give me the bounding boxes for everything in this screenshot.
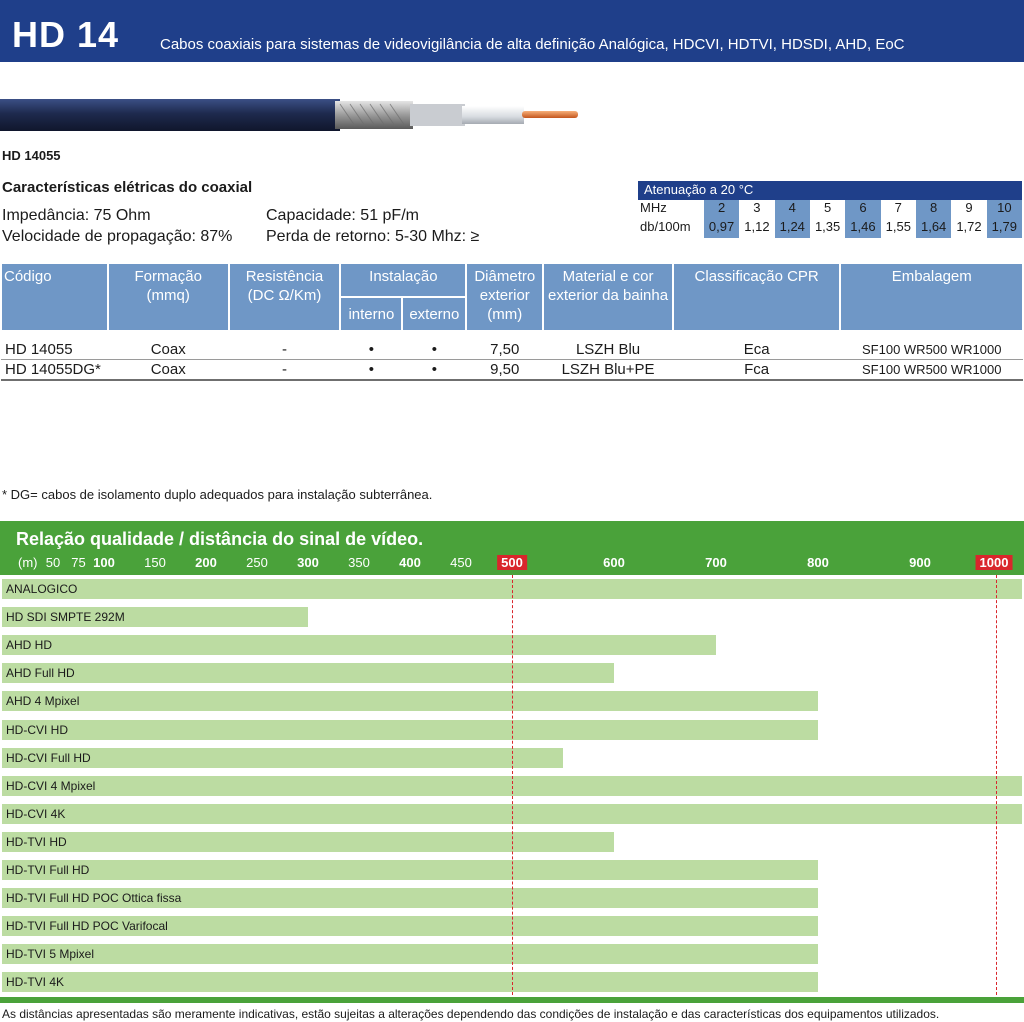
mhz-cell: 7 (894, 200, 902, 215)
axis-tick-label: 600 (603, 555, 625, 570)
attenuation-mhz-row (638, 200, 1022, 219)
attenuation-db-row (638, 219, 1022, 238)
db-cell: 0,97 (704, 219, 739, 238)
axis-tick-label: 150 (144, 555, 166, 570)
cell-packaging: SF100 WR500 WR1000 (840, 360, 1023, 381)
footnote-dg: * DG= cabos de isolamento duplo adequados para instalação subterrânea. (2, 487, 433, 502)
db-cell: 1,24 (775, 219, 810, 238)
header-diameter: Diâmetro exterior (mm) (466, 263, 543, 331)
header-packaging: Embalagem (840, 263, 1023, 331)
header-external: externo (402, 297, 466, 331)
axis-tick-label: 1000 (976, 555, 1013, 570)
chart-footer-bar (0, 997, 1024, 1003)
cell-internal: • (340, 360, 402, 381)
cell-packaging: SF100 WR500 WR1000 (840, 331, 1023, 360)
axis-tick-label: 800 (807, 555, 829, 570)
disclaimer: As distâncias apresentadas são meramente indicativas, estão sujeitas a alterações dependendo das condições de instalação e das características dos equipamentos utilizados. (2, 1007, 940, 1021)
cell-internal: • (340, 331, 402, 360)
table-row (1, 331, 1023, 360)
axis-tick-label: 350 (348, 555, 370, 570)
header-material: Material e cor exterior da bainha (543, 263, 673, 331)
bar-label: HD-TVI Full HD POC Varifocal (6, 919, 168, 934)
db-cell: 1,46 (845, 219, 880, 238)
range-bar (2, 860, 818, 880)
bar-label: HD-CVI Full HD (6, 750, 91, 765)
cell-code: HD 14055 (1, 331, 108, 360)
product-family-subtitle: Cabos coaxiais para sistemas de videovigilância de alta definição Analógica, HDCVI, HDTVI, HDSDI, AHD, EoC (160, 36, 905, 53)
header-code: Código (1, 263, 108, 331)
electrical-section-title: Características elétricas do coaxial (2, 179, 253, 196)
axis-tick-label: 200 (195, 555, 217, 570)
mhz-cell: 10 (987, 200, 1022, 219)
chart-header (0, 521, 1024, 575)
bar-label: AHD 4 Mpixel (6, 694, 80, 709)
bar-label: AHD Full HD (6, 666, 75, 681)
axis-tick-label: 50 (45, 555, 61, 570)
cell-resistance: - (229, 360, 341, 381)
range-bar (2, 635, 716, 655)
axis-tick-label: 500 (497, 555, 527, 570)
range-bar (2, 944, 818, 964)
product-model: HD 14055 (2, 148, 61, 163)
axis-tick-label: 75 (71, 555, 86, 570)
mhz-cell: 5 (823, 200, 832, 215)
bar-label: HD-TVI Full HD (6, 863, 90, 877)
bar-label: ANALOGICO (6, 582, 78, 596)
capacity-value: Capacidade: 51 pF/m (266, 207, 419, 224)
cell-external: • (402, 360, 466, 381)
velocity-value: Velocidade de propagação: 87% (2, 228, 233, 245)
reference-line (512, 575, 513, 995)
bar-label: HD-TVI HD (6, 834, 67, 849)
header-classification: Classificação CPR (673, 263, 841, 331)
bar-label: HD-CVI 4 Mpixel (6, 778, 96, 793)
range-bar (2, 691, 818, 711)
axis-tick-label: 450 (450, 555, 472, 570)
cell-material: LSZH Blu (543, 331, 673, 360)
bar-label: HD-TVI 4K (6, 975, 65, 990)
cell-code: HD 14055DG* (1, 360, 108, 381)
bar-label: HD SDI SMPTE 292M (6, 610, 125, 625)
cell-classification: Eca (673, 331, 841, 360)
cell-external: • (402, 331, 466, 360)
db-cell: 1,72 (956, 219, 982, 234)
mhz-cell: 8 (916, 200, 951, 219)
axis-tick-label: 700 (705, 555, 727, 570)
table-row (1, 360, 1023, 381)
db-cell: 1,79 (987, 219, 1022, 238)
db-label: db/100m (640, 219, 691, 234)
header-internal: interno (340, 297, 402, 331)
axis-tick-label: 900 (909, 555, 931, 570)
header-resistance: Resistência (DC Ω/Km) (229, 263, 341, 331)
bar-label: HD-TVI 5 Mpixel (6, 947, 95, 962)
cell-material: LSZH Blu+PE (543, 360, 673, 381)
cell-resistance: - (229, 331, 341, 360)
axis-unit: (m) (18, 555, 38, 570)
product-family-code: HD 14 (12, 14, 120, 55)
cell-formation: Coax (108, 360, 229, 381)
bar-label: HD-CVI HD (6, 722, 68, 737)
mhz-cell: 3 (753, 200, 761, 215)
axis-tick-label: 250 (246, 555, 268, 570)
cell-diameter: 9,50 (466, 360, 543, 381)
axis-tick-label: 300 (297, 555, 319, 570)
mhz-cell: 4 (775, 200, 810, 219)
impedance-value: Impedância: 75 Ohm (2, 207, 151, 224)
cell-formation: Coax (108, 331, 229, 360)
signal-distance-chart (0, 521, 1024, 1021)
header-formation: Formação (mmq) (108, 263, 229, 331)
axis-tick-label: 100 (93, 555, 115, 570)
bar-label: HD-TVI Full HD POC Ottica fissa (6, 891, 182, 906)
attenuation-title: Atenuação a 20 °C (638, 181, 1022, 200)
range-bar (2, 663, 614, 683)
db-cell: 1,55 (885, 219, 911, 234)
attenuation-table (638, 181, 1022, 238)
chart-title: Relação qualidade / distância do sinal de vídeo. (16, 529, 424, 549)
mhz-cell: 9 (965, 200, 973, 215)
mhz-cell: 6 (845, 200, 880, 219)
header-installation: Instalação (340, 263, 466, 297)
range-bar (2, 972, 818, 992)
db-cell: 1,64 (916, 219, 951, 238)
db-cell: 1,35 (814, 219, 841, 234)
range-bar (2, 832, 614, 852)
db-cell: 1,12 (744, 219, 770, 234)
cell-classification: Fca (673, 360, 841, 381)
mhz-label: MHz (640, 200, 667, 215)
return-loss-value: Perda de retorno: 5-30 Mhz: ≥ (266, 228, 480, 245)
mhz-cell: 2 (704, 200, 739, 219)
coax-cable-illustration (0, 96, 600, 136)
reference-line (996, 575, 997, 995)
specification-table (0, 262, 1024, 381)
header-bar (0, 0, 1024, 62)
cell-diameter: 7,50 (466, 331, 543, 360)
bar-label: AHD HD (6, 638, 53, 653)
range-bar (2, 720, 818, 740)
bar-label: HD-CVI 4K (6, 806, 66, 821)
axis-tick-label: 400 (399, 555, 421, 570)
